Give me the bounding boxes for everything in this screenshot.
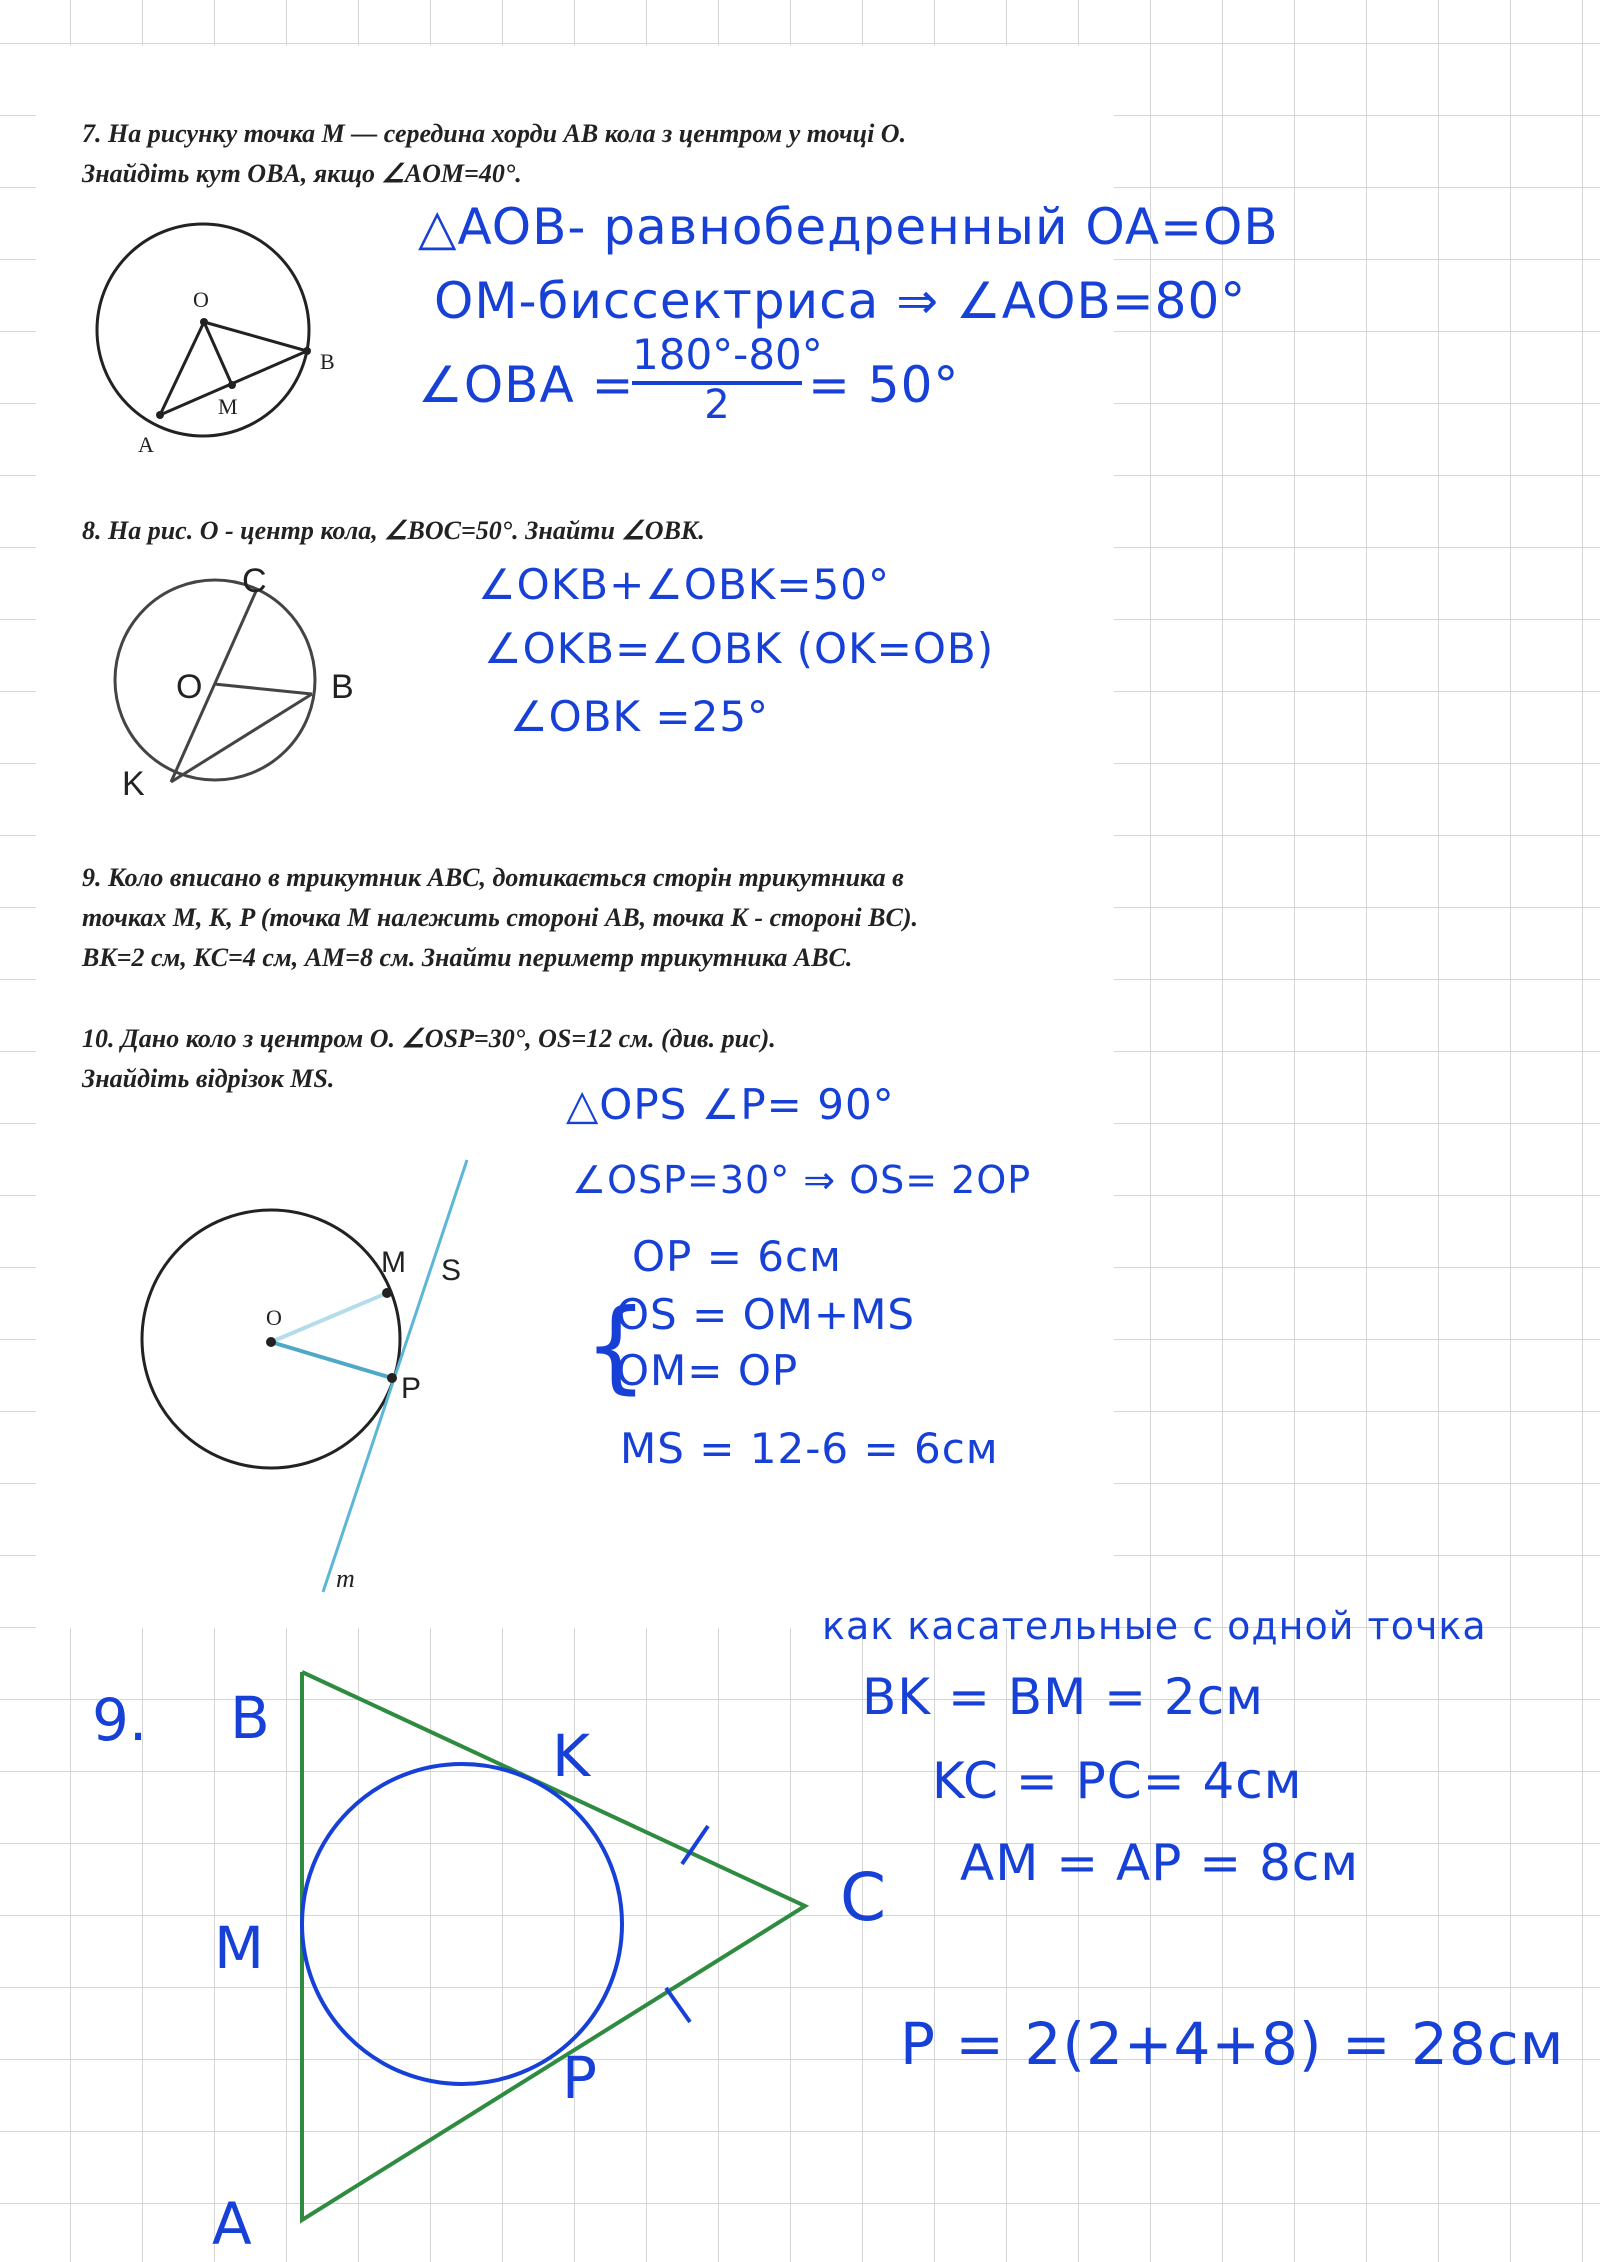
problem-9-text: 9. Коло вписано в трикутник ABC, дотикається сторін трикутника в точках M, K, P (точка M належить стороні AB, точка K - стороні BC). BK=2 см, KC=4 см, AM=8 см. Знайти периметр трикутника ABC. (82, 863, 918, 972)
p10-hw-line-6: MS = 12-6 = 6см (620, 1424, 999, 1473)
fig7-ob (204, 322, 307, 351)
problem-10-text: 10. Дано коло з центром O. ∠OSP=30°, OS=12 см. (див. рис). Знайдіть відрізок MS. (82, 1024, 776, 1093)
fig10-os (271, 1293, 387, 1342)
fig7-label-o: O (193, 287, 209, 312)
fig8-label-o: O (176, 668, 203, 706)
solution-9-drawing (92, 1672, 886, 2258)
fig7-point-b (303, 347, 311, 355)
fig10-point-p (387, 1373, 397, 1383)
s9-note-am: AM = AP = 8см (960, 1834, 1360, 1892)
fig8-label-b: B (331, 668, 354, 706)
incircle (302, 1764, 622, 2084)
solution-9-number: 9. (92, 1686, 148, 1754)
fig7-oa (160, 322, 204, 415)
p7-hw-line-3: ∠OBA = (418, 356, 635, 414)
p8-hw-line-1: ∠OKB+∠OBK=50° (478, 560, 890, 609)
p10-hw-line-4: OS = OM+MS (616, 1290, 915, 1339)
fig7-label-m: M (218, 394, 238, 419)
s9-note-tangents: как касательные с одной точка (822, 1604, 1487, 1648)
tangent-label-m: M (214, 1914, 265, 1982)
fig10-label-m: M (381, 1246, 406, 1279)
p8-hw-line-3: ∠OBK =25° (510, 692, 770, 741)
fig10-point-m (382, 1288, 392, 1298)
fig10-label-p: P (401, 1372, 422, 1405)
fig10-label-s: S (441, 1254, 462, 1287)
fig10-point-o (266, 1337, 276, 1347)
s9-note-kc: KC = PC= 4см (932, 1752, 1303, 1810)
figure-7 (97, 224, 335, 457)
tick-mark-pc (666, 1988, 690, 2022)
fig7-point-a (156, 411, 164, 419)
p10-hw-line-3: OP = 6см (632, 1232, 842, 1281)
tangent-label-k: K (552, 1722, 591, 1790)
s9-note-bk: BK = BM = 2см (862, 1668, 1264, 1726)
vertex-label-c: C (840, 1859, 887, 1936)
fig7-om (204, 322, 232, 385)
fig10-label-o: O (266, 1305, 282, 1330)
fig10-label-m-line: m (336, 1564, 355, 1593)
p7-fraction-denominator: 2 (704, 382, 730, 428)
p7-hw-result: = 50° (808, 356, 960, 414)
s9-note-perimeter: P = 2(2+4+8) = 28см (900, 2010, 1565, 2078)
figure-10 (142, 1160, 467, 1593)
p7-hw-line-1: △AOB- равнобедренный OA=OB (418, 198, 1279, 256)
fig8-label-c: C (242, 562, 267, 600)
p8-hw-line-2: ∠OKB=∠OBK (OK=OB) (484, 624, 995, 673)
vertex-label-a: A (212, 2190, 252, 2258)
p10-system-brace: { (584, 1287, 648, 1404)
p7-hw-line-2: OM-биссектриса ⇒ ∠AOB=80° (434, 272, 1247, 330)
problem-8-text: 8. На рис. O - центр кола, ∠BOC=50°. Знайти ∠OBK. (82, 516, 705, 545)
p10-hw-line-1: △OPS ∠P= 90° (566, 1080, 895, 1129)
p7-fraction (632, 330, 823, 428)
p10-hw-line-5: OM= OP (616, 1346, 799, 1395)
fig7-point-o (200, 318, 208, 326)
fig7-label-b: B (320, 349, 335, 374)
fig7-point-m (228, 381, 236, 389)
tangent-label-p: P (562, 2044, 597, 2112)
p10-hw-line-2: ∠OSP=30° ⇒ OS= 2OP (572, 1158, 1032, 1202)
fig10-op (271, 1342, 392, 1378)
fig7-circle (97, 224, 309, 436)
problem-7-text: 7. На рисунку точка M — середина хорди AB кола з центром у точці O. Знайдіть кут OBA, якщо ∠AOM=40°. (82, 119, 907, 188)
fig8-label-k: K (122, 765, 145, 803)
p7-fraction-numerator: 180°-80° (632, 330, 802, 385)
fig7-label-a: A (138, 432, 154, 457)
figure-8 (115, 562, 354, 803)
fig8-ob (214, 684, 312, 694)
vertex-label-b: B (230, 1684, 270, 1752)
